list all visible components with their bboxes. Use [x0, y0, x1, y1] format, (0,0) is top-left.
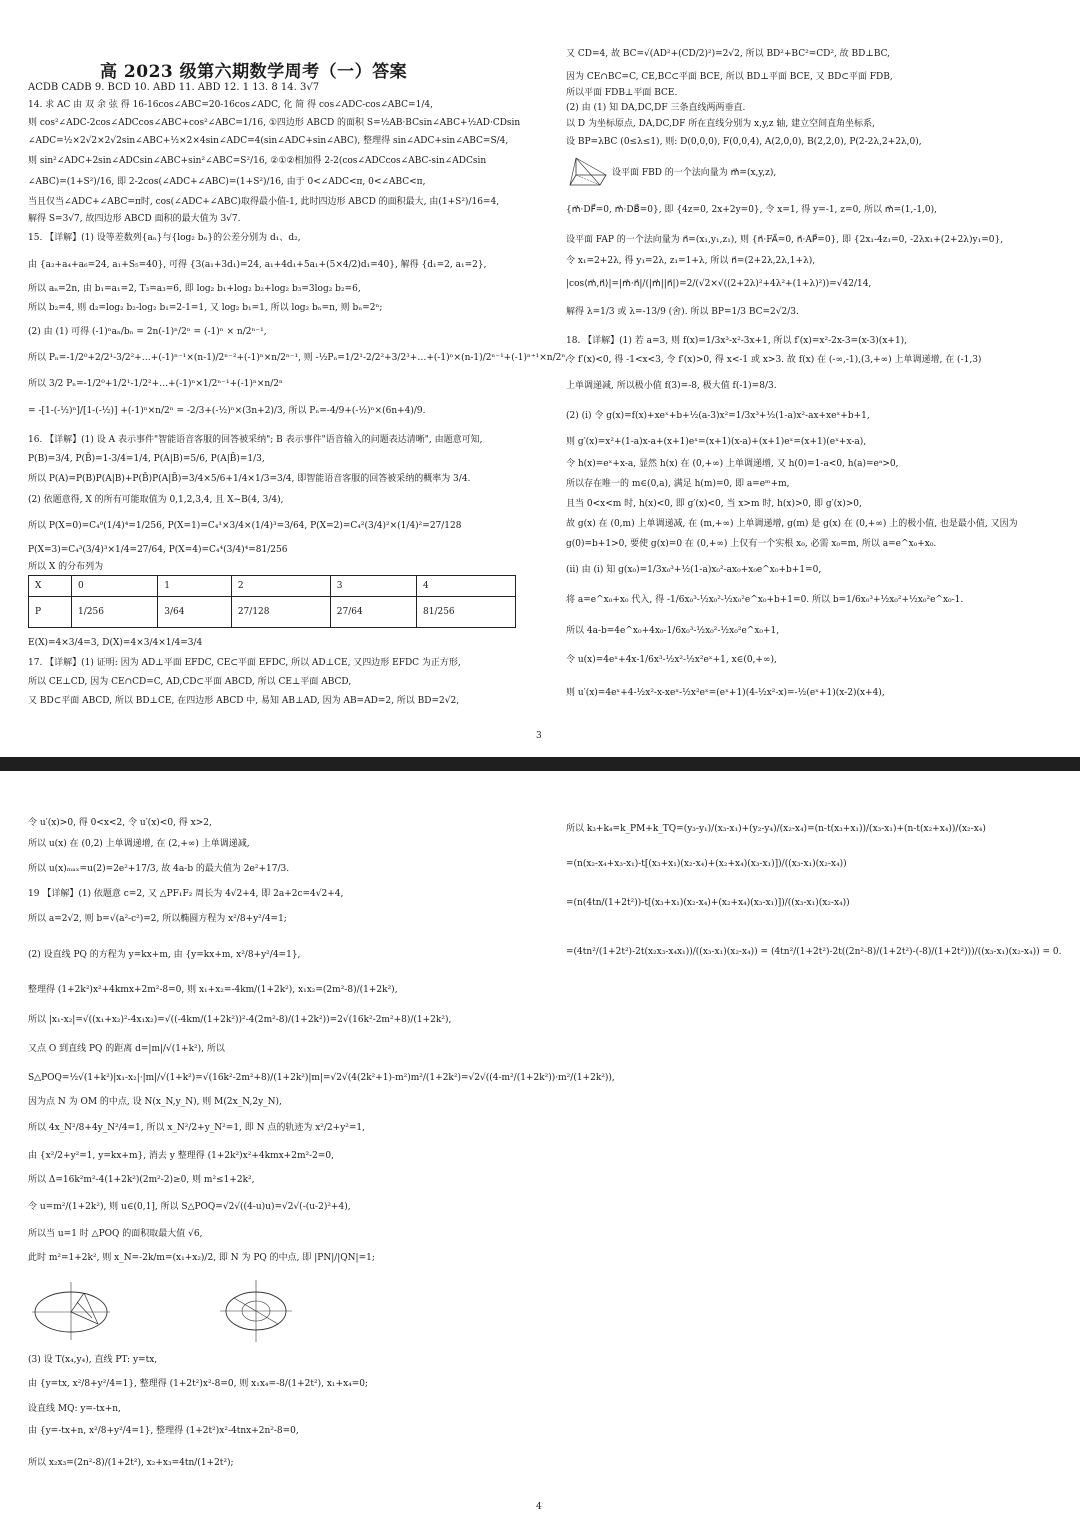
- table-cell: X: [29, 576, 72, 597]
- page3-left-column: [28, 0, 569, 757]
- coordinate-system-figure: [566, 155, 610, 189]
- answer-line: 令 u=m²/(1+2k²), 则 u∈(0,1], 所以 S△POQ=√2√((4-u)u)=√2√(-(u-2)²+4),: [28, 1202, 351, 1212]
- answer-line: 此时 m²=1+2k², 则 x_N=-2k/m=(x₁+x₂)/2, 即 N 为 PQ 的中点, 即 |PN|/|QN|=1;: [28, 1253, 375, 1263]
- answer-line: 所以 u(x) 在 (0,2) 上单调递增, 在 (2,+∞) 上单调递减,: [28, 839, 250, 849]
- answer-line: 且当 0<x<m 时, h(x)<0, 即 g′(x)<0, 当 x>m 时, h(x)>0, 即 g′(x)>0,: [566, 499, 862, 509]
- answer-line: 所以 Pₙ=-1/2⁰+2/2¹-3/2²+…+(-1)ⁿ⁻¹×(n-1)/2ⁿ⁻²+(-1)ⁿ×n/2ⁿ⁻¹, 则 -½Pₙ=1/2¹-2/2²+3/2³+…+(-1)ⁿ×(n-1)/2ⁿ⁻¹+(-1)ⁿ⁺¹×n/2ⁿ,: [28, 353, 569, 363]
- answer-line: 所以 a=2√2, 则 b=√(a²-c²)=2, 所以椭圆方程为 x²/8+y²/4=1;: [28, 914, 287, 924]
- answer-line: 所以 u(x)ₘₐₓ=u(2)=2e²+17/3, 故 4a-b 的最大值为 2e²+17/3.: [28, 864, 290, 874]
- answer-page-4: [0, 771, 1080, 1528]
- table-cell: 27/64: [330, 597, 416, 628]
- answer-line: 所以 Δ=16k²m²-4(1+2k²)(2m²-2)≥0, 则 m²≤1+2k²,: [28, 1175, 255, 1185]
- answer-line: 17. 【详解】(1) 证明: 因为 AD⊥平面 EFDC, CE⊂平面 EFDC, 所以 AD⊥CE, 又四边形 EFDC 为正方形,: [28, 658, 461, 668]
- answer-line: 14. 求 AC 由 双 余 弦 得 16-16cos∠ABC=20-16cos∠ADC, 化 简 得 cos∠ADC-cos∠ABC=1/4,: [28, 100, 433, 110]
- table-cell: 0: [72, 576, 158, 597]
- answer-line: 所以 4x_N²/8+4y_N²/4=1, 所以 x_N²/2+y_N²=1, 即 N 点的轨迹为 x²/2+y²=1,: [28, 1123, 366, 1133]
- answer-line: 所以平面 FDB⊥平面 BCE.: [566, 88, 678, 98]
- answer-line: ∠ABC)=(1+S²)/16, 即 2-2cos(∠ADC+∠ABC)=(1+S²)/16, 由于 0<∠ADC<π, 0<∠ABC<π,: [28, 177, 426, 187]
- answer-line: 则 cos²∠ADC-2cos∠ADCcos∠ABC+cos²∠ABC=1/16, ①四边形 ABCD 的面积 S=½AB·BCsin∠ABC+½AD·CDsin: [28, 118, 521, 128]
- answer-line: E(X)=4×3/4=3, D(X)=4×3/4×1/4=3/4: [28, 638, 203, 648]
- answer-line: (2) 由 (1) 可得 (-1)ⁿaₙ/bₙ = 2n(-1)ⁿ/2ⁿ = (-1)ⁿ × n/2ⁿ⁻¹,: [28, 327, 267, 337]
- table-cell: 81/256: [417, 597, 516, 628]
- answer-line: 以 D 为坐标原点, DA,DC,DF 所在直线分别为 x,y,z 轴, 建立空间直角坐标系,: [566, 119, 875, 129]
- answer-line: 所以存在唯一的 m∈(0,a), 满足 h(m)=0, 即 a=eᵐ+m,: [566, 479, 790, 489]
- answer-line: |cos⟨m⃗,n⃗⟩|=|m⃗·n⃗|/(|m⃗||n⃗|)=2/(√2×√((2+2λ)²+4λ²+(1+λ)²))=√42/14,: [566, 279, 872, 289]
- answer-line: {m⃗·DF⃗=0, m⃗·DB⃗=0}, 即 {4z=0, 2x+2y=0}, 令 x=1, 得 y=-1, z=0, 所以 m⃗=(1,-1,0),: [566, 205, 938, 215]
- table-cell: 2: [231, 576, 330, 597]
- answer-line: 由 {x²/2+y²=1, y=kx+m}, 消去 y 整理得 (1+2k²)x²+4kmx+2m²-2=0,: [28, 1151, 334, 1161]
- page3-right-column: [566, 0, 1062, 757]
- answer-line: 令 f′(x)<0, 得 -1<x<3, 令 f′(x)>0, 得 x<-1 或 x>3. 故 f(x) 在 (-∞,-1),(3,+∞) 上单调递增, 在 (-1,3): [566, 355, 982, 365]
- page4-left-column: [28, 771, 615, 1528]
- answer-line: 18. 【详解】(1) 若 a=3, 则 f(x)=1/3x³-x²-3x+1, 所以 f′(x)=x²-2x-3=(x-3)(x+1),: [566, 336, 908, 346]
- answer-line: 又点 O 到直线 PQ 的距离 d=|m|/√(1+k²), 所以: [28, 1044, 225, 1054]
- answer-line: =(n(4tn/(1+2t²))-t[(x₃+x₁)(x₂-x₄)+(x₂+x₄)(x₃-x₁)])/((x₃-x₁)(x₂-x₄)): [566, 898, 850, 908]
- answer-line: 所以 x₂x₃=(2n²-8)/(1+2t²), x₂+x₃=4tn/(1+2t²);: [28, 1458, 234, 1468]
- answer-line: P(X=3)=C₄³(3/4)³×1/4=27/64, P(X=4)=C₄⁴(3/4)⁴=81/256: [28, 545, 288, 555]
- answer-line: =(4tn²/(1+2t²)-2t(x₂x₃-x₄x₁))/((x₃-x₁)(x₂-x₄)) = (4tn²/(1+2t²)-2t((2n²-8)/(1+2t²)-(-8)/(1+2t²)))/((x₃-x₁)(x₂-x₄)) = 0.: [566, 947, 1062, 957]
- ellipse-figure-2: [220, 1280, 292, 1342]
- answer-line: 由 {a₂+a₄+a₆=24, a₁+S₅=40}, 可得 {3(a₁+3d₁)=24, a₁+4d₁+5a₁+(5×4/2)d₁=40}, 解得 {d₁=2, a₁=2},: [28, 260, 487, 270]
- answer-line: 所以 P(X=0)=C₄⁰(1/4)⁴=1/256, P(X=1)=C₄¹×3/4×(1/4)³=3/64, P(X=2)=C₄²(3/4)²×(1/4)²=27/128: [28, 521, 462, 531]
- answer-line: = -[1-(-½)ⁿ]/[1-(-½)] +(-1)ⁿ×n/2ⁿ = -2/3+(-½)ⁿ×(3n+2)/3, 所以 Pₙ=-4/9+(-½)ⁿ×(6n+4)/9.: [28, 406, 426, 416]
- answer-line: S△POQ=½√(1+k²)|x₁-x₂|·|m|/√(1+k²)=√(16k²-2m²+8)/(1+2k²)|m|=√2√(4(2k²+1)-m²)m²/(1+2k²)=√2√((4-m²/(1+2k²))·m²/(1+2k²)),: [28, 1073, 615, 1083]
- answer-line: 由 {y=tx, x²/8+y²/4=1}, 整理得 (1+2t²)x²-8=0, 则 x₁x₄=-8/(1+2t²), x₁+x₄=0;: [28, 1379, 369, 1389]
- table-header-row: [29, 576, 516, 597]
- answer-line: 设 BP=λBC (0≤λ≤1), 则: D(0,0,0), F(0,0,4), A(2,0,0), B(2,2,0), P(2-2λ,2+2λ,0),: [566, 137, 922, 147]
- answer-line: 所以 P(A)=P(B)P(A|B)+P(B̄)P(A|B̄)=3/4×5/6+1/4×1/3=3/4, 即智能语音客服的回答被采纳的概率为 3/4.: [28, 474, 471, 484]
- answer-line: 令 x₁=2+2λ, 得 y₁=2λ, z₁=1+λ, 所以 n⃗=(2+2λ,2λ,1+λ),: [566, 256, 816, 266]
- answer-line: 因为 CE∩BC=C, CE,BC⊂平面 BCE, 所以 BD⊥平面 BCE, 又 BD⊂平面 FDB,: [566, 72, 893, 82]
- answer-line: ACDB CADB 9. BCD 10. ABD 11. ABD 12. 1 13. 8 14. 3√7: [28, 82, 320, 93]
- answer-line: 解得 λ=1/3 或 λ=-13/9 (舍). 所以 BP=1/3 BC=2√2/3.: [566, 307, 799, 317]
- answer-line: 将 a=e^x₀+x₀ 代入, 得 -1/6x₀³-½x₀²-½x₀²e^x₀+b+1=0. 所以 b=1/6x₀³+½x₀²+½x₀²e^x₀-1.: [566, 595, 964, 605]
- answer-line: 解得 S=3√7, 故四边形 ABCD 面积的最大值为 3√7.: [28, 214, 241, 224]
- table-cell: 1/256: [72, 597, 158, 628]
- page-number: 3: [536, 731, 542, 741]
- answer-line: 设平面 FAP 的一个法向量为 n⃗=(x₁,y₁,z₁), 则 {n⃗·FA⃗=0, n⃗·AP⃗=0}, 即 {2x₁-4z₁=0, -2λx₁+(2+2λ)y₁=0},: [566, 235, 1004, 245]
- answer-line: 则 g′(x)=x²+(1-a)x-a+(x+1)eˣ=(x+1)(x-a)+(x+1)eˣ=(x+1)(eˣ+x-a),: [566, 437, 867, 447]
- answer-line: (2) 依题意得, X 的所有可能取值为 0,1,2,3,4, 且 X~B(4, 3/4),: [28, 495, 284, 505]
- ellipse-figure-1: [32, 1282, 110, 1340]
- answer-line: 因为点 N 为 OM 的中点, 设 N(x_N,y_N), 则 M(2x_N,2y_N),: [28, 1097, 282, 1107]
- page-number: 4: [536, 1502, 542, 1512]
- table-cell: 3: [330, 576, 416, 597]
- page4-right-column: [566, 771, 1062, 1528]
- table-cell: 1: [158, 576, 232, 597]
- answer-line: 整理得 (1+2k²)x²+4kmx+2m²-8=0, 则 x₁+x₂=-4km/(1+2k²), x₁x₂=(2m²-8)/(1+2k²),: [28, 985, 398, 995]
- answer-line: 令 h(x)=eˣ+x-a, 显然 h(x) 在 (0,+∞) 上单调递增, 又 h(0)=1-a<0, h(a)=eᵃ>0,: [566, 459, 899, 469]
- answer-line: 设平面 FBD 的一个法向量为 m⃗=(x,y,z),: [612, 168, 777, 178]
- answer-line: 当且仅当∠ADC+∠ABC=π时, cos(∠ADC+∠ABC)取得最小值-1, 此时四边形 ABCD 的面积最大, 由(1+S²)/16=4,: [28, 197, 500, 207]
- distribution-table: [28, 575, 516, 628]
- answer-page-3: [0, 0, 1080, 757]
- answer-line: 19 【详解】(1) 依题意 c=2, 又 △PF₁F₂ 周长为 4√2+4, 即 2a+2c=4√2+4,: [28, 889, 344, 899]
- table-cell: 3/64: [158, 597, 232, 628]
- answer-line: 令 u′(x)>0, 得 0<x<2, 令 u′(x)<0, 得 x>2,: [28, 818, 212, 828]
- answer-line: (2) (i) 令 g(x)=f(x)+xeˣ+b+½(a-3)x²=1/3x³+½(1-a)x²-ax+xeˣ+b+1,: [566, 411, 870, 421]
- answer-line: (ii) 由 (i) 知 g(x₀)=1/3x₀³+½(1-a)x₀²-ax₀+x₀e^x₀+b+1=0,: [566, 565, 822, 575]
- answer-line: 15. 【详解】(1) 设等差数列{aₙ}与{log₂ bₙ}的公差分别为 d₁、d₂,: [28, 233, 301, 243]
- table-row: [29, 597, 516, 628]
- answer-line: =(n(x₂-x₄+x₃-x₁)-t[(x₃+x₁)(x₂-x₄)+(x₂+x₄)(x₃-x₁)])/((x₃-x₁)(x₂-x₄)): [566, 859, 847, 869]
- answer-line: 则 u′(x)=4eˣ+4-½x²-x-xeˣ-½x²eˣ=(eˣ+1)(4-½x²-x)=-½(eˣ+1)(x-2)(x+4),: [566, 688, 885, 698]
- page-title: 高 2023 级第六期数学周考（一）答案: [100, 62, 408, 82]
- answer-line: (2) 由 (1) 知 DA,DC,DF 三条直线两两垂直.: [566, 103, 746, 113]
- answer-line: 又 CD=4, 故 BC=√(AD²+(CD/2)²)=2√2, 所以 BD²+BC²=CD², 故 BD⊥BC,: [566, 49, 891, 59]
- answer-line: 由 {y=-tx+n, x²/8+y²/4=1}, 整理得 (1+2t²)x²-4tnx+2n²-8=0,: [28, 1426, 299, 1436]
- table-cell: 4: [417, 576, 516, 597]
- answer-line: 所以 k₃+k₄=k_PM+k_TQ=(y₃-y₁)/(x₃-x₁)+(y₂-y₄)/(x₂-x₄)=(n-t(x₃+x₁))/(x₃-x₁)+(n-t(x₂+x₄))/(x₂-x₄): [566, 824, 986, 834]
- answer-line: 上单调递减, 所以极小值 f(3)=-8, 极大值 f(-1)=8/3.: [566, 381, 777, 391]
- answer-line: ∠ADC=½×2√2×2√2sin∠ABC+½×2×4sin∠ADC=4(sin∠ADC+sin∠ABC), 整理得 sin∠ADC+sin∠ABC=S/4,: [28, 136, 509, 146]
- answer-line: 则 sin²∠ADC+2sin∠ADCsin∠ABC+sin²∠ABC=S²/16, ②①②相加得 2-2(cos∠ADCcos∠ABC-sin∠ADCsin: [28, 156, 487, 166]
- answer-line: 所以 CE⊥CD, 因为 CE∩CD=C, AD,CD⊂平面 ABCD, 所以 CE⊥平面 ABCD,: [28, 677, 352, 687]
- answer-line: 所以 aₙ=2n, 由 b₁=a₁=2, T₃=a₃=6, 即 log₂ b₁+log₂ b₂+log₂ b₃=3log₂ b₂=6,: [28, 284, 361, 294]
- table-cell: 27/128: [231, 597, 330, 628]
- answer-line: 所以当 u=1 时 △POQ 的面积取最大值 √6,: [28, 1229, 203, 1239]
- answer-line: 所以 X 的分布列为: [28, 562, 104, 572]
- answer-line: 所以 4a-b=4e^x₀+4x₀-1/6x₀³-½x₀²-½x₀²e^x₀+1,: [566, 626, 780, 636]
- answer-line: 故 g(x) 在 (0,m) 上单调递减, 在 (m,+∞) 上单调递增, g(m) 是 g(x) 在 (0,+∞) 上的极小值, 也是最小值, 又因为: [566, 519, 1018, 529]
- answer-line: (2) 设直线 PQ 的方程为 y=kx+m, 由 {y=kx+m, x²/8+y²/4=1},: [28, 950, 301, 960]
- page-separator: [0, 757, 1080, 771]
- answer-line: 16. 【详解】(1) 设 A 表示事件"智能语音客服的回答被采纳"; B 表示事件"语音输入的问题表达清晰", 由题意可知,: [28, 435, 483, 445]
- answer-line: (3) 设 T(x₄,y₄), 直线 PT: y=tx,: [28, 1355, 158, 1365]
- answer-line: g(0)=b+1>0, 要使 g(x)=0 在 (0,+∞) 上仅有一个实根 x₀, 必需 x₀=m, 所以 a=e^x₀+x₀.: [566, 539, 937, 549]
- answer-line: 所以 b₂=4, 则 d₂=log₂ b₂-log₂ b₁=2-1=1, 又 log₂ b₁=1, 所以 log₂ bₙ=n, 则 bₙ=2ⁿ;: [28, 303, 383, 313]
- answer-line: 设直线 MQ: y=-tx+n,: [28, 1404, 121, 1414]
- answer-line: P(B)=3/4, P(B̄)=1-3/4=1/4, P(A|B)=5/6, P(A|B̄)=1/3,: [28, 454, 265, 464]
- answer-line: 所以 3/2 Pₙ=-1/2⁰+1/2¹-1/2²+…+(-1)ⁿ×1/2ⁿ⁻¹+(-1)ⁿ×n/2ⁿ: [28, 379, 283, 389]
- answer-line: 令 u(x)=4eˣ+4x-1/6x³-½x²-½x²eˣ+1, x∈(0,+∞),: [566, 655, 777, 665]
- answer-line: 所以 |x₁-x₂|=√((x₁+x₂)²-4x₁x₂)=√((-4km/(1+2k²))²-4(2m²-8)/(1+2k²))=2√(16k²-2m²+8)/(1+2k²),: [28, 1015, 452, 1025]
- answer-line: 又 BD⊂平面 ABCD, 所以 BD⊥CE, 在四边形 ABCD 中, 易知 AB⊥AD, 因为 AB=AD=2, 所以 BD=2√2,: [28, 696, 460, 706]
- table-cell: P: [29, 597, 72, 628]
